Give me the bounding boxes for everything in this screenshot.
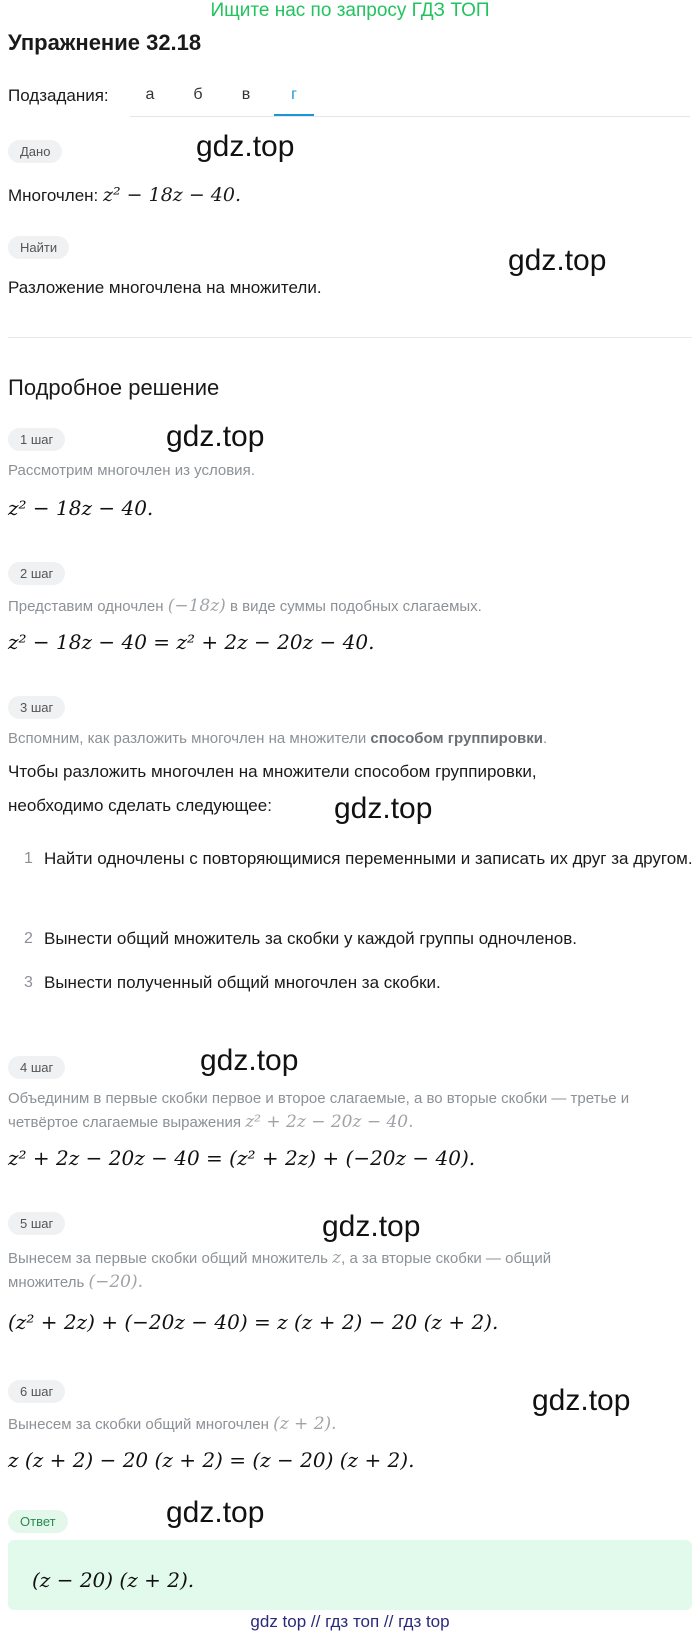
list-number: 1 xyxy=(24,850,33,867)
watermark: gdz.top xyxy=(508,244,607,277)
footer-links[interactable]: gdz top // гдз топ // гдз top xyxy=(250,1612,450,1631)
step-2-note-math: (−18z) xyxy=(167,596,226,616)
watermark: gdz.top xyxy=(334,792,433,825)
step-4-note-line1: Объединим в первые скобки первое и второе слагаемые, а во вторые скобки — третье и xyxy=(8,1090,630,1107)
answer-pill: Ответ xyxy=(8,1510,68,1533)
step-4-note-line2 xyxy=(8,1112,414,1132)
tab-g[interactable]: г xyxy=(274,86,314,116)
subtasks-tabs xyxy=(130,80,690,117)
step-5-note-before: Вынесем за первые скобки общий множитель xyxy=(8,1250,333,1267)
given-pill: Дано xyxy=(8,140,62,163)
step-2-pill: 2 шаг xyxy=(8,562,65,585)
step-5-note-math2: (−20). xyxy=(88,1272,144,1292)
search-banner[interactable]: Ищите нас по запросу ГДЗ ТОП xyxy=(210,0,490,21)
step-1-math: z² − 18z − 40. xyxy=(8,496,154,520)
tab-a[interactable]: а xyxy=(145,86,155,103)
step-6-pill: 6 шаг xyxy=(8,1380,65,1403)
watermark: gdz.top xyxy=(322,1210,421,1243)
subtasks-label: Подзадания: xyxy=(8,86,109,105)
step-2-note-before: Представим одночлен xyxy=(8,598,168,615)
step-2-note xyxy=(8,596,482,616)
step-5-pill: 5 шаг xyxy=(8,1212,65,1235)
step-3-note-bold: способом группировки xyxy=(370,730,543,747)
step-2-note-after: в виде суммы подобных слагаемых. xyxy=(225,598,482,615)
tab-v[interactable]: в xyxy=(241,86,251,103)
step-3-line1: Чтобы разложить многочлен на множители способом группировки, xyxy=(8,762,537,781)
list-number: 3 xyxy=(24,974,33,991)
page-title: Упражнение 32.18 xyxy=(8,30,202,55)
step-1-pill: 1 шаг xyxy=(8,428,65,451)
step-3-note xyxy=(8,730,547,747)
watermark: gdz.top xyxy=(166,1496,265,1529)
step-2-math: z² − 18z − 40 = z² + 2z − 20z − 40. xyxy=(8,630,375,654)
list-item: Вынести полученный общий многочлен за скобки. xyxy=(44,973,441,992)
step-3-pill: 3 шаг xyxy=(8,696,65,719)
watermark: gdz.top xyxy=(166,420,265,453)
list-item: Вынести общий множитель за скобки у каждой группы одночленов. xyxy=(44,929,578,948)
step-5-note-math: z xyxy=(332,1248,342,1268)
step-4-note-math: z² + 2z − 20z − 40. xyxy=(245,1112,414,1132)
watermark: gdz.top xyxy=(200,1044,299,1077)
given-math: z² − 18z − 40. xyxy=(102,184,242,206)
step-5-note-after: , а за вторые скобки — общий xyxy=(341,1250,552,1267)
find-text: Разложение многочлена на множители. xyxy=(8,278,322,297)
step-4-pill: 4 шаг xyxy=(8,1056,65,1079)
step-5-note-line2 xyxy=(8,1272,143,1292)
watermark: gdz.top xyxy=(196,130,295,163)
divider xyxy=(8,337,692,338)
solution-heading: Подробное решение xyxy=(8,375,220,400)
step-6-note-before: Вынесем за скобки общий многочлен xyxy=(8,1416,274,1433)
watermark: gdz.top xyxy=(532,1384,631,1417)
step-3-note-before: Вспомним, как разложить многочлен на множители xyxy=(8,730,371,747)
step-6-note xyxy=(8,1414,337,1434)
tab-b[interactable]: б xyxy=(193,86,203,103)
given-label: Многочлен: xyxy=(8,186,103,205)
list-item: Найти одночлены с повторяющимися переменными и записать их друг за другом. xyxy=(44,849,693,868)
step-6-math: z (z + 2) − 20 (z + 2) = (z − 20) (z + 2). xyxy=(8,1448,415,1472)
find-pill: Найти xyxy=(8,236,69,259)
step-3-note-after: . xyxy=(542,730,548,747)
answer-math: (z − 20) (z + 2). xyxy=(32,1568,195,1592)
step-6-note-math: (z + 2). xyxy=(273,1414,337,1434)
step-3-line2: необходимо сделать следующее: xyxy=(8,796,272,815)
step-5-math: (z² + 2z) + (−20z − 40) = z (z + 2) − 20 (z + 2). xyxy=(8,1310,499,1334)
step-4-note-text: четвёртое слагаемые выражения xyxy=(8,1114,246,1131)
step-4-math: z² + 2z − 20z − 40 = (z² + 2z) + (−20z − 40). xyxy=(8,1146,476,1170)
step-1-note: Рассмотрим многочлен из условия. xyxy=(8,462,255,479)
step-5-note-line1 xyxy=(8,1248,551,1268)
list-number: 2 xyxy=(24,930,33,947)
step-5-note-text: множитель xyxy=(8,1274,89,1291)
given-text xyxy=(8,184,241,206)
